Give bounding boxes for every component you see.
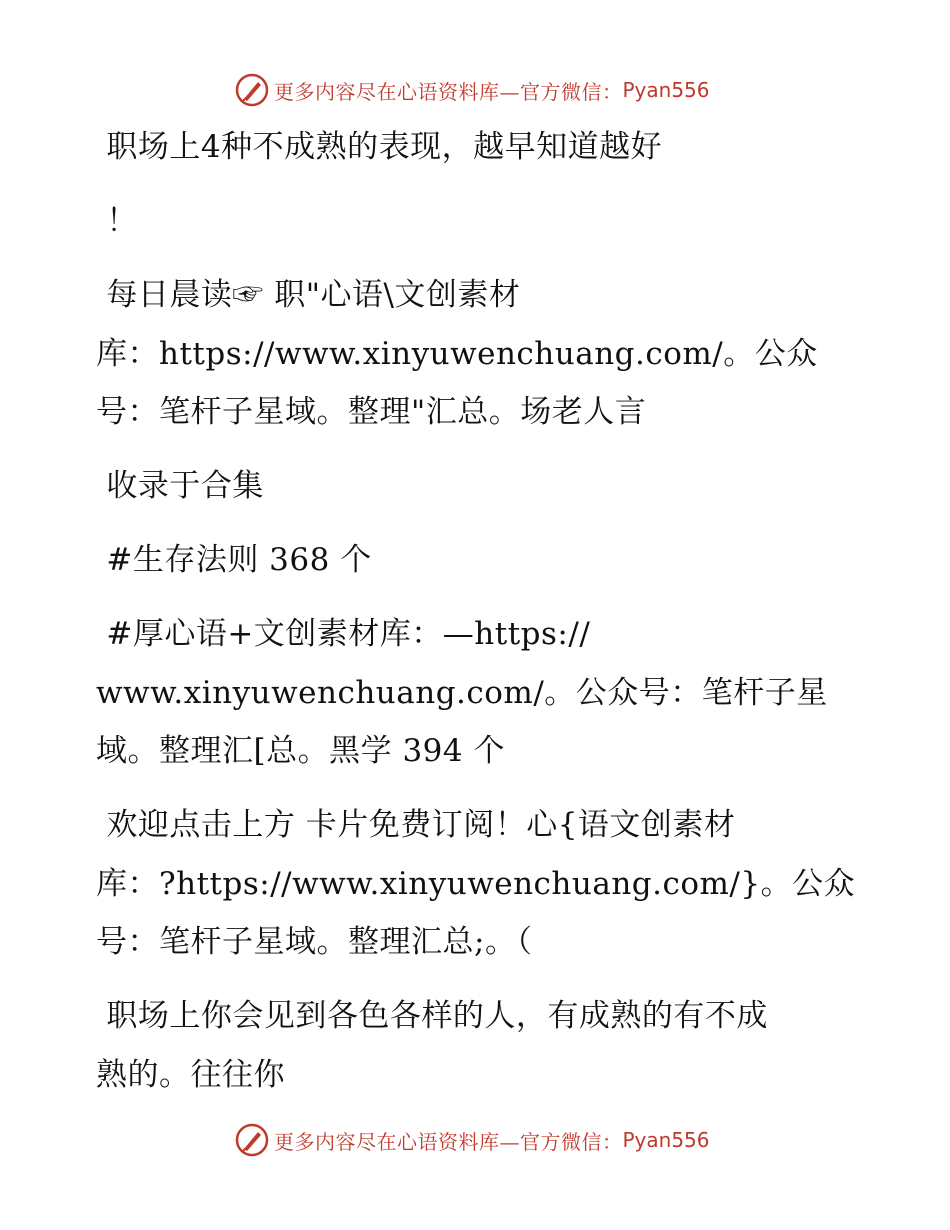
watermark-wechat-id: Pyan556 [622, 78, 710, 102]
text-line: #厚心语+文创素材库：—https:// [96, 616, 591, 652]
header-watermark-banner [234, 72, 710, 108]
text-line: 库：?https://www.xinyuwenchuang.com/}。公众 [96, 866, 856, 902]
text-line: 熟的。往往你 [96, 1057, 285, 1093]
feather-pen-logo-icon [234, 1122, 270, 1158]
watermark-text: 更多内容尽在心语资料库—官方微信： [274, 79, 623, 104]
article-title-line: 职场上4种不成熟的表现，越早知道越好 [96, 129, 663, 165]
text-line: 号：笔杆子星域。整理"汇总。场老人言 [96, 394, 647, 430]
text-line: 每日晨读☞ 职"心语\文创素材 [96, 277, 521, 313]
text-line: 欢迎点击上方 卡片免费订阅！心{语文创素材 [96, 807, 736, 843]
text-line: 库：https://www.xinyuwenchuang.com/。公众 [96, 336, 818, 372]
text-line: 域。整理汇[总。黑学 394 个 [96, 733, 505, 769]
text-line: 职场上你会见到各色各样的人，有成熟的有不成 [96, 998, 768, 1034]
text-line: www.xinyuwenchuang.com/。公众号：笔杆子星 [96, 675, 828, 711]
footer-watermark-banner [234, 1122, 710, 1158]
watermark-wechat-id: Pyan556 [622, 1128, 710, 1152]
text-line: 号：笔杆子星域。整理汇总;。（ [96, 924, 533, 960]
text-line: 收录于合集 [96, 468, 264, 504]
feather-pen-logo-icon [234, 72, 270, 108]
text-line: #生存法则 368 个 [96, 542, 372, 578]
text-line: ！ [96, 203, 138, 239]
watermark-text: 更多内容尽在心语资料库—官方微信： [274, 1129, 623, 1154]
